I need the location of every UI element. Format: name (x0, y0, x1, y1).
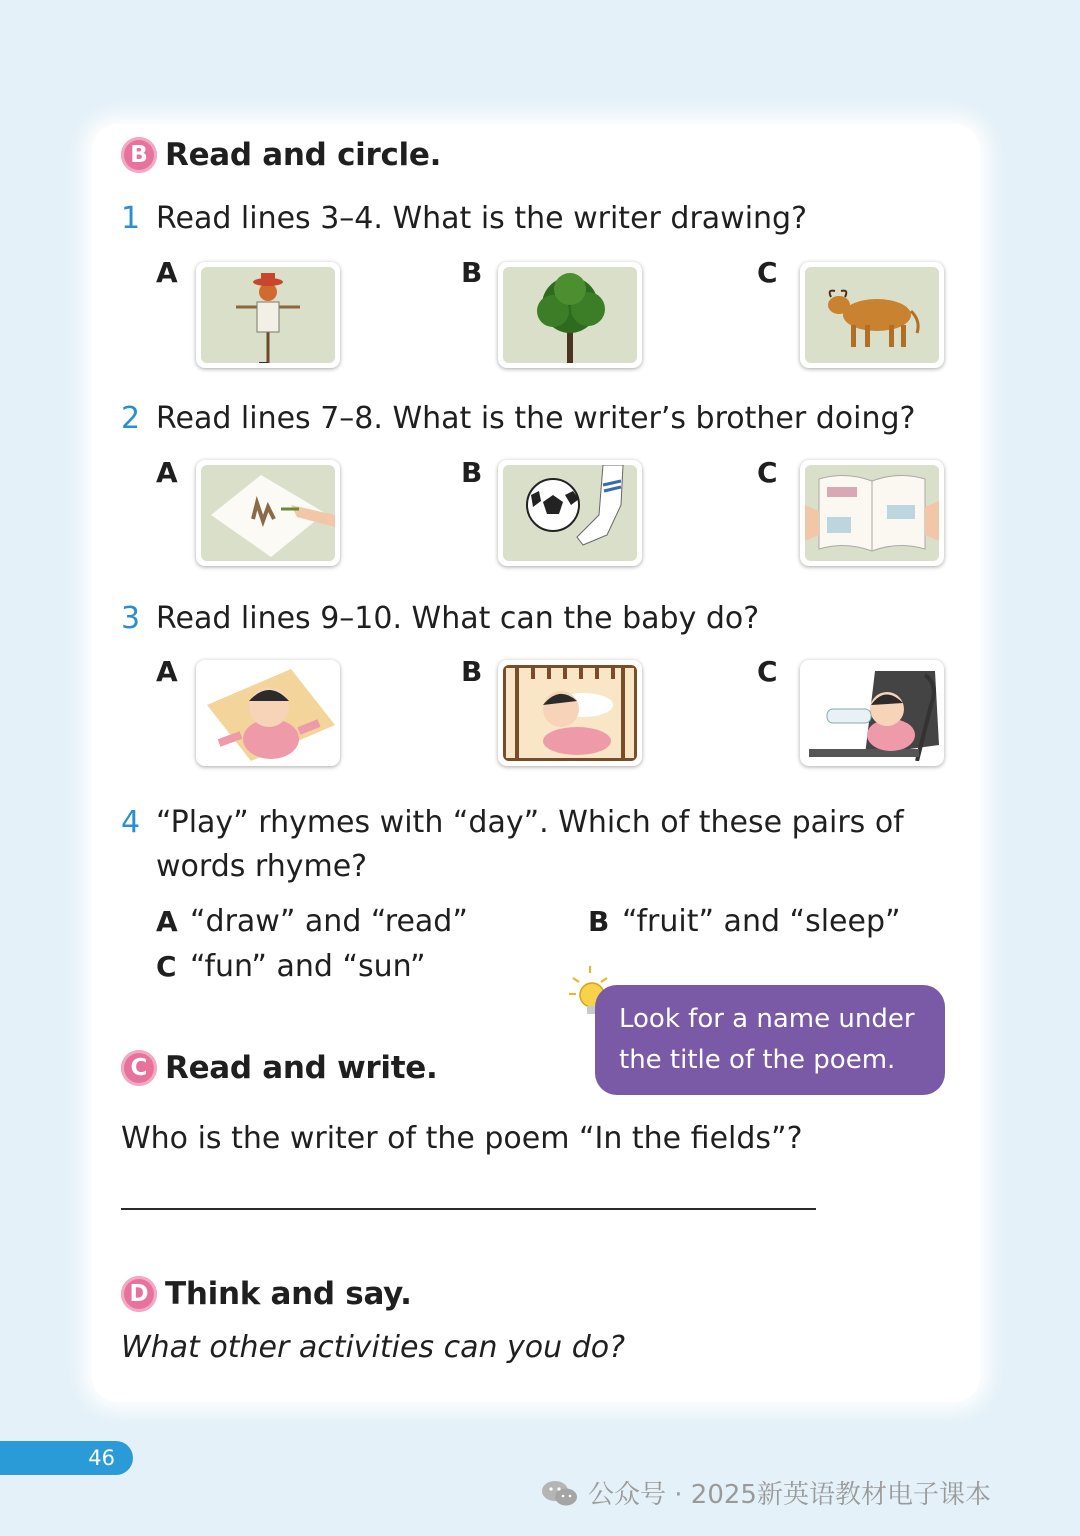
question-1 (121, 197, 807, 241)
tip-line-2: the title of the poem. (619, 1045, 896, 1075)
q1-option-c-letter: C (757, 256, 778, 289)
question-1-text: Read lines 3–4. What is the writer drawing? (156, 201, 808, 236)
tip-box (595, 985, 945, 1095)
q4-option-c-text: “fun” and “sun” (190, 949, 426, 984)
watermark-text: 公众号 · 2025新英语教材电子课本 (588, 1480, 991, 1510)
section-c-title: Read and write. (165, 1050, 438, 1086)
q4-option-c-letter: C (156, 950, 177, 983)
page-number: 46 (88, 1446, 115, 1470)
question-4-number: 4 (121, 805, 141, 840)
section-d-badge: D (121, 1276, 157, 1312)
question-2 (121, 397, 915, 441)
q2-option-a-letter: A (156, 456, 178, 489)
answer-line[interactable] (121, 1208, 816, 1210)
q4-option-b-letter: B (588, 905, 610, 938)
q4-option-a[interactable] (156, 904, 468, 939)
q3-option-c-letter: C (757, 655, 778, 688)
watermark (540, 1474, 991, 1511)
q2-option-b-football-image[interactable] (498, 460, 642, 566)
q1-option-b-tree-image[interactable] (498, 262, 642, 368)
question-2-text: Read lines 7–8. What is the writer’s brother doing? (156, 401, 916, 436)
section-d-prompt: What other activities can you do? (121, 1330, 626, 1365)
q2-option-a-drawing-image[interactable] (196, 460, 340, 566)
q2-option-b-letter: B (461, 456, 483, 489)
q1-option-c-ox-image[interactable] (800, 262, 944, 368)
q3-option-b-baby-sleeping-image[interactable] (498, 660, 642, 766)
q4-option-b-text: “fruit” and “sleep” (622, 904, 901, 939)
question-2-number: 2 (121, 401, 141, 436)
question-3 (121, 597, 759, 641)
section-c-question: Who is the writer of the poem “In the fields”? (121, 1121, 803, 1156)
q4-option-a-text: “draw” and “read” (190, 904, 468, 939)
section-d-header (121, 1276, 412, 1312)
question-1-number: 1 (121, 201, 141, 236)
question-4-line2 (156, 845, 367, 889)
q3-option-a-baby-waving-image[interactable] (196, 660, 340, 766)
page-number-tab (0, 1441, 133, 1475)
section-b-header (121, 137, 441, 173)
q3-option-b-letter: B (461, 655, 483, 688)
question-3-number: 3 (121, 601, 141, 636)
section-c-badge: C (121, 1050, 157, 1086)
q4-option-b[interactable] (588, 904, 901, 939)
section-d-title: Think and say. (165, 1276, 412, 1312)
section-c-header (121, 1050, 437, 1086)
q1-option-b-letter: B (461, 256, 483, 289)
question-3-text: Read lines 9–10. What can the baby do? (156, 601, 760, 636)
tip-line-1: Look for a name under (619, 1004, 915, 1034)
section-b-title: Read and circle. (165, 137, 442, 173)
q4-option-a-letter: A (156, 905, 178, 938)
q3-option-a-letter: A (156, 655, 178, 688)
question-4-text-line1: “Play” rhymes with “day”. Which of these pairs of (156, 805, 904, 840)
q2-option-c-letter: C (757, 456, 778, 489)
wechat-icon (540, 1478, 580, 1508)
question-4-text-line2: words rhyme? (156, 849, 368, 884)
section-b-badge: B (121, 137, 157, 173)
question-4 (121, 801, 904, 845)
q1-option-a-scarecrow-image[interactable] (196, 262, 340, 368)
q1-option-a-letter: A (156, 256, 178, 289)
q2-option-c-reading-image[interactable] (800, 460, 944, 566)
q3-option-c-baby-drinking-image[interactable] (800, 660, 944, 766)
q4-option-c[interactable] (156, 949, 426, 984)
